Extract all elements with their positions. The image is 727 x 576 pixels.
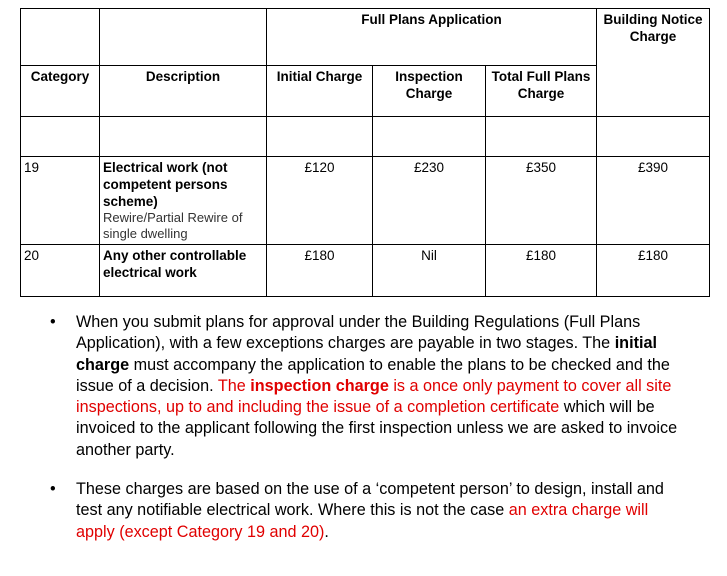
table-group-header-row — [21, 9, 710, 66]
category-header: Category — [21, 66, 100, 117]
note-text: These charges are based on the use of a ‘competent person’ to design, install and test any notifiable electrical work. Where this is not the case — [76, 480, 664, 520]
note-emphasis: initial charge — [76, 334, 657, 374]
description-title: Electrical work (not competent persons scheme) — [103, 160, 228, 209]
table-row — [21, 157, 710, 245]
note-highlight: is a once only payment to cover all site inspections, up to and including the issue of a completion certificate — [76, 376, 672, 417]
note-text: which will be invoiced to the applicant following the first inspection unless we are asked to invoice another party. — [76, 398, 678, 459]
bullet-icon: • — [50, 480, 56, 499]
note-item-stages — [50, 312, 680, 461]
note-highlight-emphasis: inspection charge — [250, 376, 389, 395]
inspection-charge-cell: Nil — [373, 245, 486, 297]
total-charge-cell: £180 — [486, 245, 597, 297]
note-highlight: an extra charge will apply (except Category 19 and 20) — [76, 501, 649, 541]
notes-list — [50, 312, 680, 561]
charges-table — [20, 8, 710, 297]
blank-cell — [267, 117, 373, 157]
note-item-competent-person — [50, 479, 680, 543]
description-subtext: Rewire/Partial Rewire of single dwelling — [103, 210, 243, 241]
table-row — [21, 245, 710, 297]
inspection-charge-header: Inspection Charge — [373, 66, 486, 117]
note-text: When you submit plans for approval under the Building Regulations (Full Plans Application), with a few exceptions charges are payable in two stages. The — [76, 313, 641, 353]
description-title: Any other controllable electrical work — [103, 248, 247, 280]
blank-cell — [21, 117, 100, 157]
blank-cell — [373, 117, 486, 157]
initial-charge-cell: £120 — [267, 157, 373, 245]
initial-charge-cell: £180 — [267, 245, 373, 297]
inspection-charge-cell: £230 — [373, 157, 486, 245]
empty-header-cell — [21, 9, 100, 66]
blank-cell — [100, 117, 267, 157]
total-charge-cell: £350 — [486, 157, 597, 245]
category-cell: 19 — [21, 157, 100, 245]
empty-header-cell — [100, 9, 267, 66]
initial-charge-header: Initial Charge — [267, 66, 373, 117]
description-header: Description — [100, 66, 267, 117]
full-plans-group-header: Full Plans Application — [267, 9, 597, 66]
note-highlight: The — [217, 376, 251, 395]
building-notice-header: Building Notice Charge — [597, 9, 710, 117]
blank-cell — [597, 117, 710, 157]
description-cell — [100, 157, 267, 245]
description-cell — [100, 245, 267, 297]
building-notice-charge-cell: £390 — [597, 157, 710, 245]
bullet-icon: • — [50, 313, 56, 331]
category-cell: 20 — [21, 245, 100, 297]
building-notice-charge-cell: £180 — [597, 245, 710, 297]
blank-row — [21, 117, 710, 157]
note-text: must accompany the application to enable the plans to be checked and the issue of a decision. — [76, 355, 670, 395]
note-text: . — [324, 522, 329, 541]
blank-cell — [486, 117, 597, 157]
total-charge-header: Total Full Plans Charge — [486, 66, 597, 117]
